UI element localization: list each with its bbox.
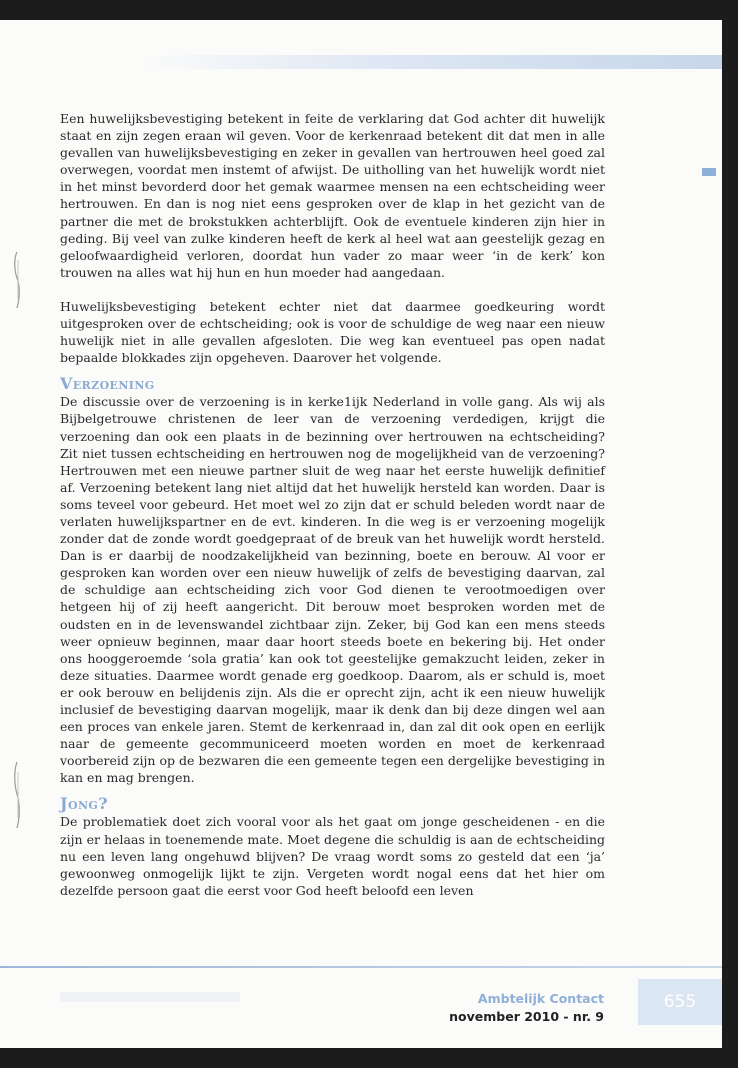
binder-clip-icon: [12, 250, 22, 310]
paragraph-intro-2: Huwelijksbevestiging betekent echter niet dat daarmee goedkeuring wordt uitgesproken over de echtscheiding; ook is voor de schuldige de weg naar een nieuw huwelijk niet in alle gevallen afgesloten. Die weg kan eventueel pas open nadat bepaalde blokkades zijn opgeheven. Daarover het volgende.: [60, 298, 605, 366]
page-number: 655: [638, 979, 722, 1025]
issue-label: november 2010 - nr. 9: [449, 1009, 604, 1024]
side-marker: [702, 168, 716, 176]
header-band: [140, 55, 722, 69]
paragraph-verzoening: De discussie over de verzoening is in kerke1ijk Nederland in volle gang. Als wij als Bijbelgetrouwe christenen de leer van de verzoening verdedigen, krijgt die verzoening dan ook een plaats in de bezinning over hertrouwen na echtscheiding? Zit niet tussen echtscheiding en hertrouwen nog de mogelijkheid van de verzoening? Hertrouwen met een nieuwe partner sluit de weg naar het eerste huwelijk definitief af. Verzoening betekent lang niet altijd dat het huwelijk hersteld kan worden. Daar is soms teveel voor gebeurd. Het moet wel zo zijn dat er schuld beleden wordt naar de verlaten huwelijkspartner en de evt. kinderen. In die weg is er verzoening mogelijk zonder dat de zonde wordt goedgepraat of de breuk van het huwelijk wordt hersteld. Dan is er daarbij de noodzakelijkheid van bezinning, boete en berouw. Al voor er gesproken kan worden over een nieuw huwelijk of zelfs de bevestiging daarvan, zal de schuldige aan echtscheiding zich voor God dienen te verootmoedigen over hetgeen hij of zij heeft aangericht. Dit berouw moet besproken worden met de oudsten en in de levenswandel zichtbaar zijn. Zeker, bij God kan een mens steeds weer opnieuw beginnen, maar daar hoort steeds boete en bekering bij. Het onder ons hooggeroemde ‘sola gratia’ kan ook tot geestelijke gemakzucht leiden, zeker in deze situaties. Daarmee wordt genade erg goedkoop. Daarom, als er schuld is, moet er ook berouw en belijdenis zijn. Als die er oprecht zijn, acht ik een nieuw huwelijk inclusief de bevestiging daarvan mogelijk, maar ik denk dan bij deze dingen wel aan een proces van enkele jaren. Stemt de kerkenraad in, dan zal dit ook open en eerlijk naar de gemeente gecommuniceerd moeten worden en moet de kerkenraad voorbereid zijn op de bezwaren die een gemeente tegen een dergelijke bevestiging in kan en mag brengen.: [60, 394, 605, 786]
article-body: [60, 110, 605, 899]
publication-name: Ambtelijk Contact: [477, 991, 604, 1006]
document-page: [0, 20, 722, 1048]
footer-info: [449, 990, 604, 1026]
footer-ghost-text: [60, 992, 240, 1002]
paragraph-jong: De problematiek doet zich vooral voor als het gaat om jonge gescheidenen - en die zijn er helaas in toenemende mate. Moet degene die schuldig is aan de echtscheiding nu een leven lang ongehuwd blijven? De vraag wordt soms zo gesteld dat een ‘ja’ gewoonweg onmogelijk lijkt te zijn. Vergeten wordt nogal eens dat het hier om dezelfde persoon gaat die eerst voor God heeft beloofd een leven: [60, 814, 605, 898]
binder-clip-icon: [12, 760, 22, 830]
paragraph-intro-1: Een huwelijksbevestiging betekent in feite de verklaring dat God achter dit huwelijk staat en zijn zegen eraan wil geven. Voor de kerkenraad betekent dit dat men in alle gevallen van huwelijksbevestiging en zeker in gevallen van hertrouwen heel goed zal overwegen, voordat men instemt of afwijst. De uitholling van het huwelijk wordt niet in het minst bevorderd door het gemak waarmee mensen na een echtscheiding weer hertrouwen. En dan is nog niet eens gesproken over de klap in het gezicht van de partner die met de brokstukken achterblijft. Ook de eventuele kinderen zijn hier in geding. Bij veel van zulke kinderen heeft de kerk al heel wat aan geestelijk gezag en geloofwaardigheid verloren, doordat hun vader zo maar weer ‘in de kerk’ kon trouwen na alles wat hij hun en hun moeder had aangedaan.: [60, 111, 605, 280]
section-heading-jong: Jong?: [60, 794, 108, 814]
section-heading-verzoening: Verzoening: [60, 374, 155, 394]
footer-divider: [0, 966, 722, 968]
